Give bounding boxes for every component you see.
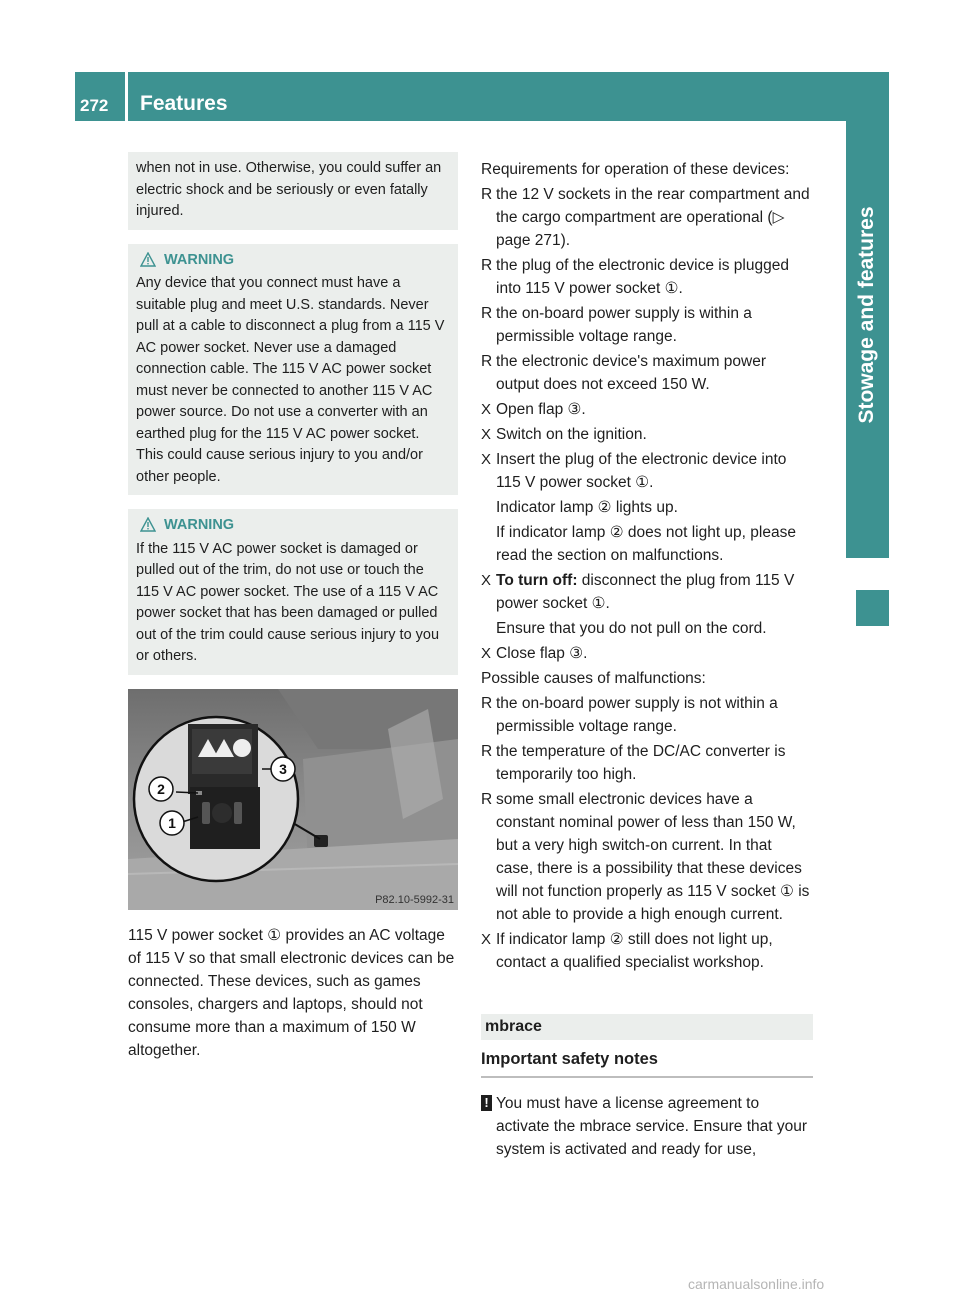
- bullet-marker: R: [481, 257, 493, 274]
- step-item: X Insert the plug of the electronic device into 115 V power socket ①.: [481, 448, 813, 494]
- header-divider: [125, 72, 128, 121]
- list-item: R the on-board power supply is within a permissible voltage range.: [481, 302, 813, 348]
- step-item: X Close flap ③.: [481, 642, 813, 665]
- subsection-heading: Important safety notes: [481, 1040, 813, 1078]
- bullet-marker: R: [481, 353, 493, 370]
- photo-reference-code: P82.10-5992-31: [375, 893, 454, 906]
- step-item: X Switch on the ignition.: [481, 423, 813, 446]
- step-marker: X: [481, 645, 492, 662]
- note-marker: !: [481, 1095, 492, 1111]
- page-title: Features: [140, 92, 228, 115]
- step-item: X If indicator lamp ② still does not light up, contact a qualified specialist workshop.: [481, 928, 813, 974]
- warning-heading-1: [136, 250, 450, 272]
- side-tab-marker: [856, 590, 889, 626]
- right-column: [481, 158, 813, 1161]
- bullet-marker: R: [481, 305, 493, 322]
- bullet-marker: R: [481, 186, 493, 203]
- bullet-marker: R: [481, 743, 493, 760]
- power-socket-photo: [128, 689, 458, 910]
- page-number: 272: [80, 96, 109, 115]
- step-marker: X: [481, 931, 492, 948]
- warning-box-2: [128, 509, 458, 675]
- left-column: [128, 152, 458, 1062]
- list-item: R some small electronic devices have a constant nominal power of less than 150 W, but a very high switch-on current. In that case, there is a possibility that these devices will not function properly as 115 V socket ① is not able to provide a high enough current.: [481, 788, 813, 926]
- step-marker: X: [481, 426, 492, 443]
- note-item: ! You must have a license agreement to activate the mbrace service. Ensure that your system is activated and ready for use,: [481, 1092, 813, 1161]
- step-item: X To turn off: disconnect the plug from 115 V power socket ①.: [481, 569, 813, 615]
- causes-intro: Possible causes of malfunctions:: [481, 670, 706, 687]
- step-marker: X: [481, 401, 492, 418]
- warning-box-1: [128, 244, 458, 496]
- bullet-marker: R: [481, 695, 493, 712]
- socket-description: 115 V power socket ① provides an AC voltage of 115 V so that small electronic devices can be connected. These devices, such as games consoles, chargers and laptops, should not consume more than a maximum of 150 W altogether.: [128, 926, 455, 1059]
- continued-warning-text: when not in use. Otherwise, you could suffer an electric shock and be seriously or even fatally injured.: [136, 160, 442, 219]
- warning-triangle-icon: [140, 517, 156, 532]
- step-marker: X: [481, 572, 492, 589]
- callout-1: 1: [168, 814, 176, 831]
- section-heading: mbrace: [481, 1014, 813, 1040]
- list-item: R the 12 V sockets in the rear compartment and the cargo compartment are operational (▷ page 271).: [481, 183, 813, 252]
- list-item: R the temperature of the DC/AC converter is temporarily too high.: [481, 740, 813, 786]
- turn-off-label: To turn off:: [496, 572, 578, 589]
- step-marker: X: [481, 451, 492, 468]
- requirements-intro: Requirements for operation of these devices:: [481, 161, 790, 178]
- list-item: R the electronic device's maximum power output does not exceed 150 W.: [481, 350, 813, 396]
- warning-heading-2: [136, 515, 450, 537]
- callout-2: 2: [157, 780, 165, 797]
- warning-heading-label: WARNING: [164, 251, 235, 268]
- side-section-label: Stowage and features: [855, 206, 878, 424]
- indicator-lights-text: Indicator lamp ② lights up.: [496, 499, 678, 516]
- list-item: R the on-board power supply is not within a permissible voltage range.: [481, 692, 813, 738]
- warning-triangle-icon: [140, 252, 156, 267]
- warning-heading-label: WARNING: [164, 517, 235, 533]
- watermark: carmanualsonline.info: [688, 1276, 825, 1292]
- callout-3: 3: [279, 760, 287, 777]
- bullet-marker: R: [481, 791, 493, 808]
- step-item: X Open flap ③.: [481, 398, 813, 421]
- continued-warning-box: [128, 152, 458, 230]
- list-item: R the plug of the electronic device is plugged into 115 V power socket ①.: [481, 254, 813, 300]
- warning-text-1: Any device that you connect must have a suitable plug and meet U.S. standards. Never pull at a cable to disconnect a plug from a 115 V AC power socket. Never use a damaged connection cable. The 115 V AC power socket must never be connected to another 115 V AC power source. Do not use a converter with an earthed plug for the 115 V AC power socket. This could cause serious injury to you and/or other people.: [136, 275, 445, 485]
- indicator-not-text: If indicator lamp ② does not light up, please read the section on malfunctions.: [496, 524, 796, 564]
- ensure-text: Ensure that you do not pull on the cord.: [496, 620, 767, 637]
- warning-text-2: If the 115 V AC power socket is damaged or pulled out of the trim, do not use or touch the 115 V AC power socket. The use of a 115 V AC power socket that has been damaged or pulled out of the trim could cause serious injury to you or others.: [136, 540, 440, 664]
